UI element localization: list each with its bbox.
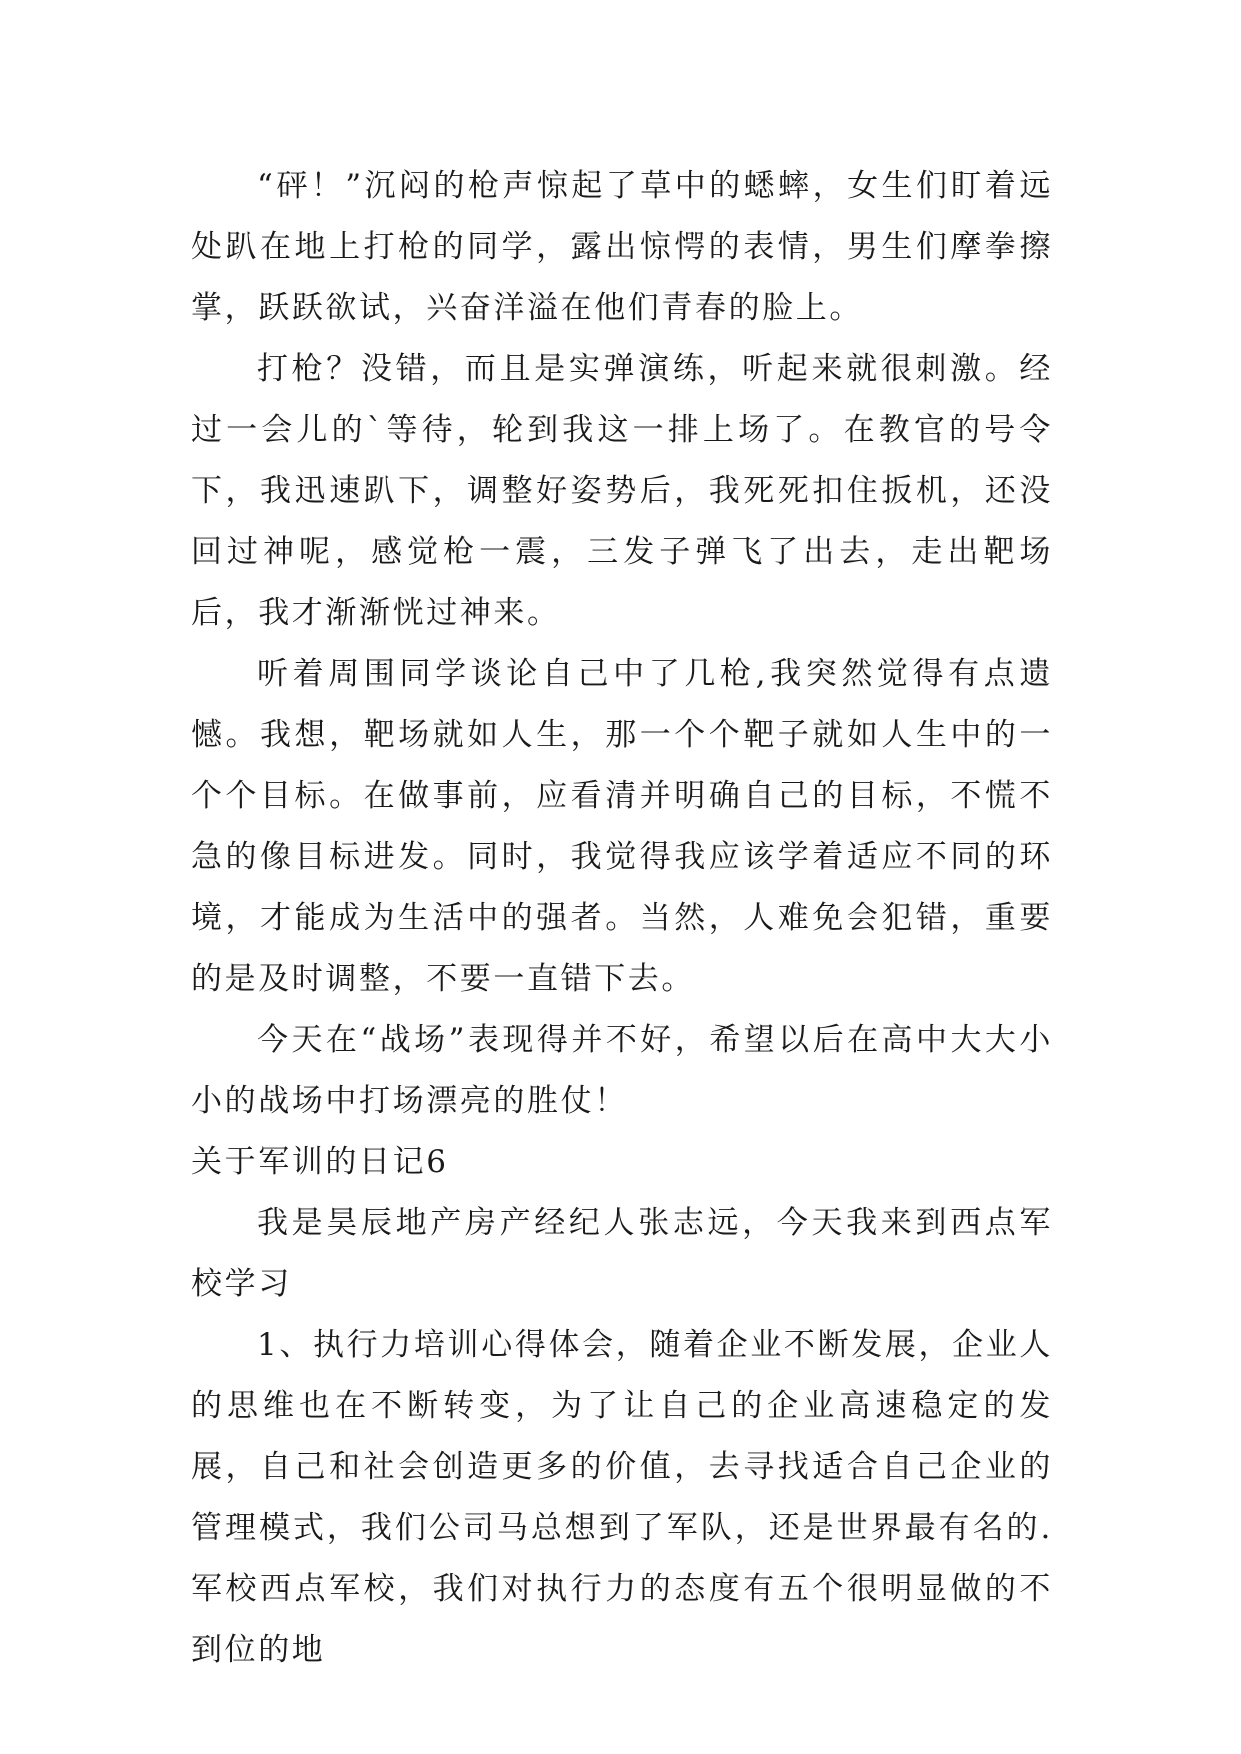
paragraph-introduction: 我是昊辰地产房产经纪人张志远，今天我来到西点军校学习 (191, 1205, 1053, 1302)
paragraph-shooting-intro: “砰！”沉闷的枪声惊起了草中的蟋蟀，女生们盯着远处趴在地上打枪的同学，露出惊愕的表情，男生们摩拳擦掌，跃跃欲试，兴奋洋溢在他们青春的脸上。 (191, 168, 1053, 326)
paragraph-execution-training: 1、执行力培训心得体会，随着企业不断发展，企业人的思维也在不断转变，为了让自己的企业高速稳定的发展，自己和社会创造更多的价值，去寻找适合自己企业的管理模式，我们公司马总想到了军队，还是世界最有名的.军校西点军校，我们对执行力的态度有五个很明显做的不到位的地 (191, 1327, 1053, 1668)
section-heading: 关于军训的日记6 (191, 1144, 449, 1180)
paragraph-conclusion: 今天在“战场”表现得并不好，希望以后在高中大大小小的战场中打场漂亮的胜仗！ (191, 1022, 1053, 1119)
paragraph-reflection: 听着周围同学谈论自己中了几枪,我突然觉得有点遗憾。我想，靶场就如人生，那一个个靶子就如人生中的一个个目标。在做事前，应看清并明确自己的目标，不慌不急的像目标进发。同时，我觉得我应该学着适应不同的环境，才能成为生活中的强者。当然，人难免会犯错，重要的是及时调整，不要一直错下去。 (191, 656, 1053, 997)
paragraph-shooting-practice: 打枪？没错，而且是实弹演练，听起来就很刺激。经过一会儿的`等待，轮到我这一排上场了。在教官的号令下，我迅速趴下，调整好姿势后，我死死扣住扳机，还没回过神呢，感觉枪一震，三发子弹飞了出去，走出靶场后，我才渐渐恍过神来。 (191, 351, 1053, 631)
document-body (191, 156, 1053, 1681)
